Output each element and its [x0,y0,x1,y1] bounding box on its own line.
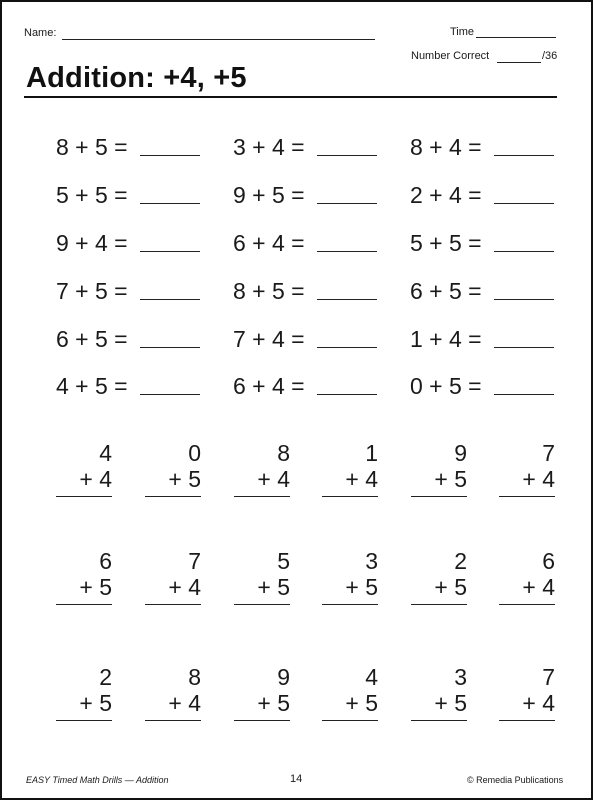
answer-blank[interactable] [317,299,377,300]
vertical-problem [411,548,471,612]
horizontal-problem [410,230,580,260]
answer-blank[interactable] [317,394,377,395]
sum-line[interactable] [322,720,378,721]
number-correct-field[interactable] [497,62,541,63]
equation-text: 0 + 5 = [410,373,482,399]
footer-book-title: EASY Timed Math Drills — Addition [26,775,169,785]
addend-bottom: + 5 [168,466,201,492]
horizontal-problem [233,182,403,212]
footer-page-number: 14 [290,773,303,785]
answer-blank[interactable] [140,394,200,395]
horizontal-problem-row [2,134,593,164]
sum-line[interactable] [234,604,290,605]
equation-text: 6 + 5 = [410,278,482,304]
sum-line[interactable] [499,720,555,721]
title-underline [24,96,557,98]
horizontal-problem [410,182,580,212]
horizontal-problem [56,182,226,212]
vertical-problem [411,440,471,504]
addend-bottom: + 4 [168,574,201,600]
vertical-problem [322,664,382,728]
sum-line[interactable] [56,604,112,605]
sum-line[interactable] [234,496,290,497]
addend-top: 3 [454,664,467,690]
addend-top: 2 [99,664,112,690]
time-label: Time [450,26,475,38]
addend-bottom: + 5 [345,574,378,600]
addend-bottom: + 5 [434,466,467,492]
equation-text: 5 + 5 = [56,182,128,208]
horizontal-problem [233,230,403,260]
horizontal-problem [56,134,226,164]
addend-bottom: + 4 [345,466,378,492]
addend-top: 6 [99,548,112,574]
horizontal-problem [410,134,580,164]
answer-blank[interactable] [494,251,554,252]
equation-text: 3 + 4 = [233,134,305,160]
equation-text: 9 + 5 = [233,182,305,208]
answer-blank[interactable] [494,299,554,300]
answer-blank[interactable] [140,251,200,252]
sum-line[interactable] [411,604,467,605]
horizontal-problem [233,373,403,403]
equation-text: 6 + 5 = [56,326,128,352]
addend-top: 1 [365,440,378,466]
sum-line[interactable] [145,720,201,721]
addend-top: 7 [188,548,201,574]
addend-top: 3 [365,548,378,574]
addend-bottom: + 4 [522,690,555,716]
equation-text: 7 + 4 = [233,326,305,352]
vertical-problem [499,440,559,504]
addend-bottom: + 5 [79,690,112,716]
addend-bottom: + 5 [434,574,467,600]
time-field[interactable] [476,37,556,38]
addend-bottom: + 4 [522,574,555,600]
horizontal-problem [56,278,226,308]
sum-line[interactable] [145,496,201,497]
sum-line[interactable] [322,604,378,605]
equation-text: 7 + 5 = [56,278,128,304]
answer-blank[interactable] [140,299,200,300]
addend-top: 7 [542,664,555,690]
vertical-problem [145,440,205,504]
equation-text: 8 + 4 = [410,134,482,160]
vertical-problem [234,664,294,728]
addend-bottom: + 4 [257,466,290,492]
vertical-problem [499,548,559,612]
sum-line[interactable] [499,604,555,605]
horizontal-problem [233,278,403,308]
horizontal-problem-row [2,182,593,212]
addend-bottom: + 5 [257,690,290,716]
sum-line[interactable] [411,496,467,497]
name-label: Name: [24,27,57,39]
equation-text: 8 + 5 = [233,278,305,304]
vertical-problem [56,440,116,504]
name-field[interactable] [62,39,375,40]
addend-top: 0 [188,440,201,466]
answer-blank[interactable] [317,155,377,156]
horizontal-problem [56,326,226,356]
horizontal-problem [410,326,580,356]
vertical-problem [411,664,471,728]
answer-blank[interactable] [317,203,377,204]
answer-blank[interactable] [317,251,377,252]
horizontal-problem [410,278,580,308]
horizontal-problem [56,373,226,403]
addend-top: 9 [277,664,290,690]
equation-text: 6 + 4 = [233,373,305,399]
addend-bottom: + 5 [79,574,112,600]
addend-top: 5 [277,548,290,574]
vertical-problem [234,548,294,612]
addend-top: 6 [542,548,555,574]
answer-blank[interactable] [494,347,554,348]
horizontal-problem-row [2,373,593,403]
addend-bottom: + 5 [257,574,290,600]
addend-top: 8 [188,664,201,690]
footer-publisher: © Remedia Publications [467,775,564,785]
number-correct-label: Number Correct [411,50,490,62]
answer-blank[interactable] [140,155,200,156]
sum-line[interactable] [56,496,112,497]
vertical-problem [322,440,382,504]
addend-bottom: + 5 [345,690,378,716]
vertical-problem [499,664,559,728]
equation-text: 6 + 4 = [233,230,305,256]
equation-text: 4 + 5 = [56,373,128,399]
horizontal-problem-row [2,278,593,308]
addend-bottom: + 4 [168,690,201,716]
horizontal-problem-row [2,230,593,260]
sum-line[interactable] [499,496,555,497]
addend-top: 2 [454,548,467,574]
sum-line[interactable] [145,604,201,605]
equation-text: 1 + 4 = [410,326,482,352]
addend-top: 9 [454,440,467,466]
horizontal-problem [233,326,403,356]
answer-blank[interactable] [317,347,377,348]
vertical-problem [56,664,116,728]
addend-top: 4 [365,664,378,690]
answer-blank[interactable] [494,203,554,204]
vertical-problem [234,440,294,504]
page-title: Addition: +4, +5 [26,62,247,94]
addend-top: 8 [277,440,290,466]
horizontal-problem [233,134,403,164]
vertical-problem [322,548,382,612]
equation-text: 9 + 4 = [56,230,128,256]
answer-blank[interactable] [140,203,200,204]
equation-text: 5 + 5 = [410,230,482,256]
horizontal-problem [410,373,580,403]
sum-line[interactable] [234,720,290,721]
addend-bottom: + 4 [522,466,555,492]
number-correct-total: /36 [542,50,558,62]
vertical-problem [145,548,205,612]
vertical-problem [145,664,205,728]
addend-top: 4 [99,440,112,466]
horizontal-problem [56,230,226,260]
answer-blank[interactable] [140,347,200,348]
answer-blank[interactable] [494,155,554,156]
sum-line[interactable] [322,496,378,497]
sum-line[interactable] [411,720,467,721]
sum-line[interactable] [56,720,112,721]
equation-text: 8 + 5 = [56,134,128,160]
addend-bottom: + 5 [434,690,467,716]
addend-bottom: + 4 [79,466,112,492]
addend-top: 7 [542,440,555,466]
vertical-problem [56,548,116,612]
horizontal-problem-row [2,326,593,356]
answer-blank[interactable] [494,394,554,395]
equation-text: 2 + 4 = [410,182,482,208]
